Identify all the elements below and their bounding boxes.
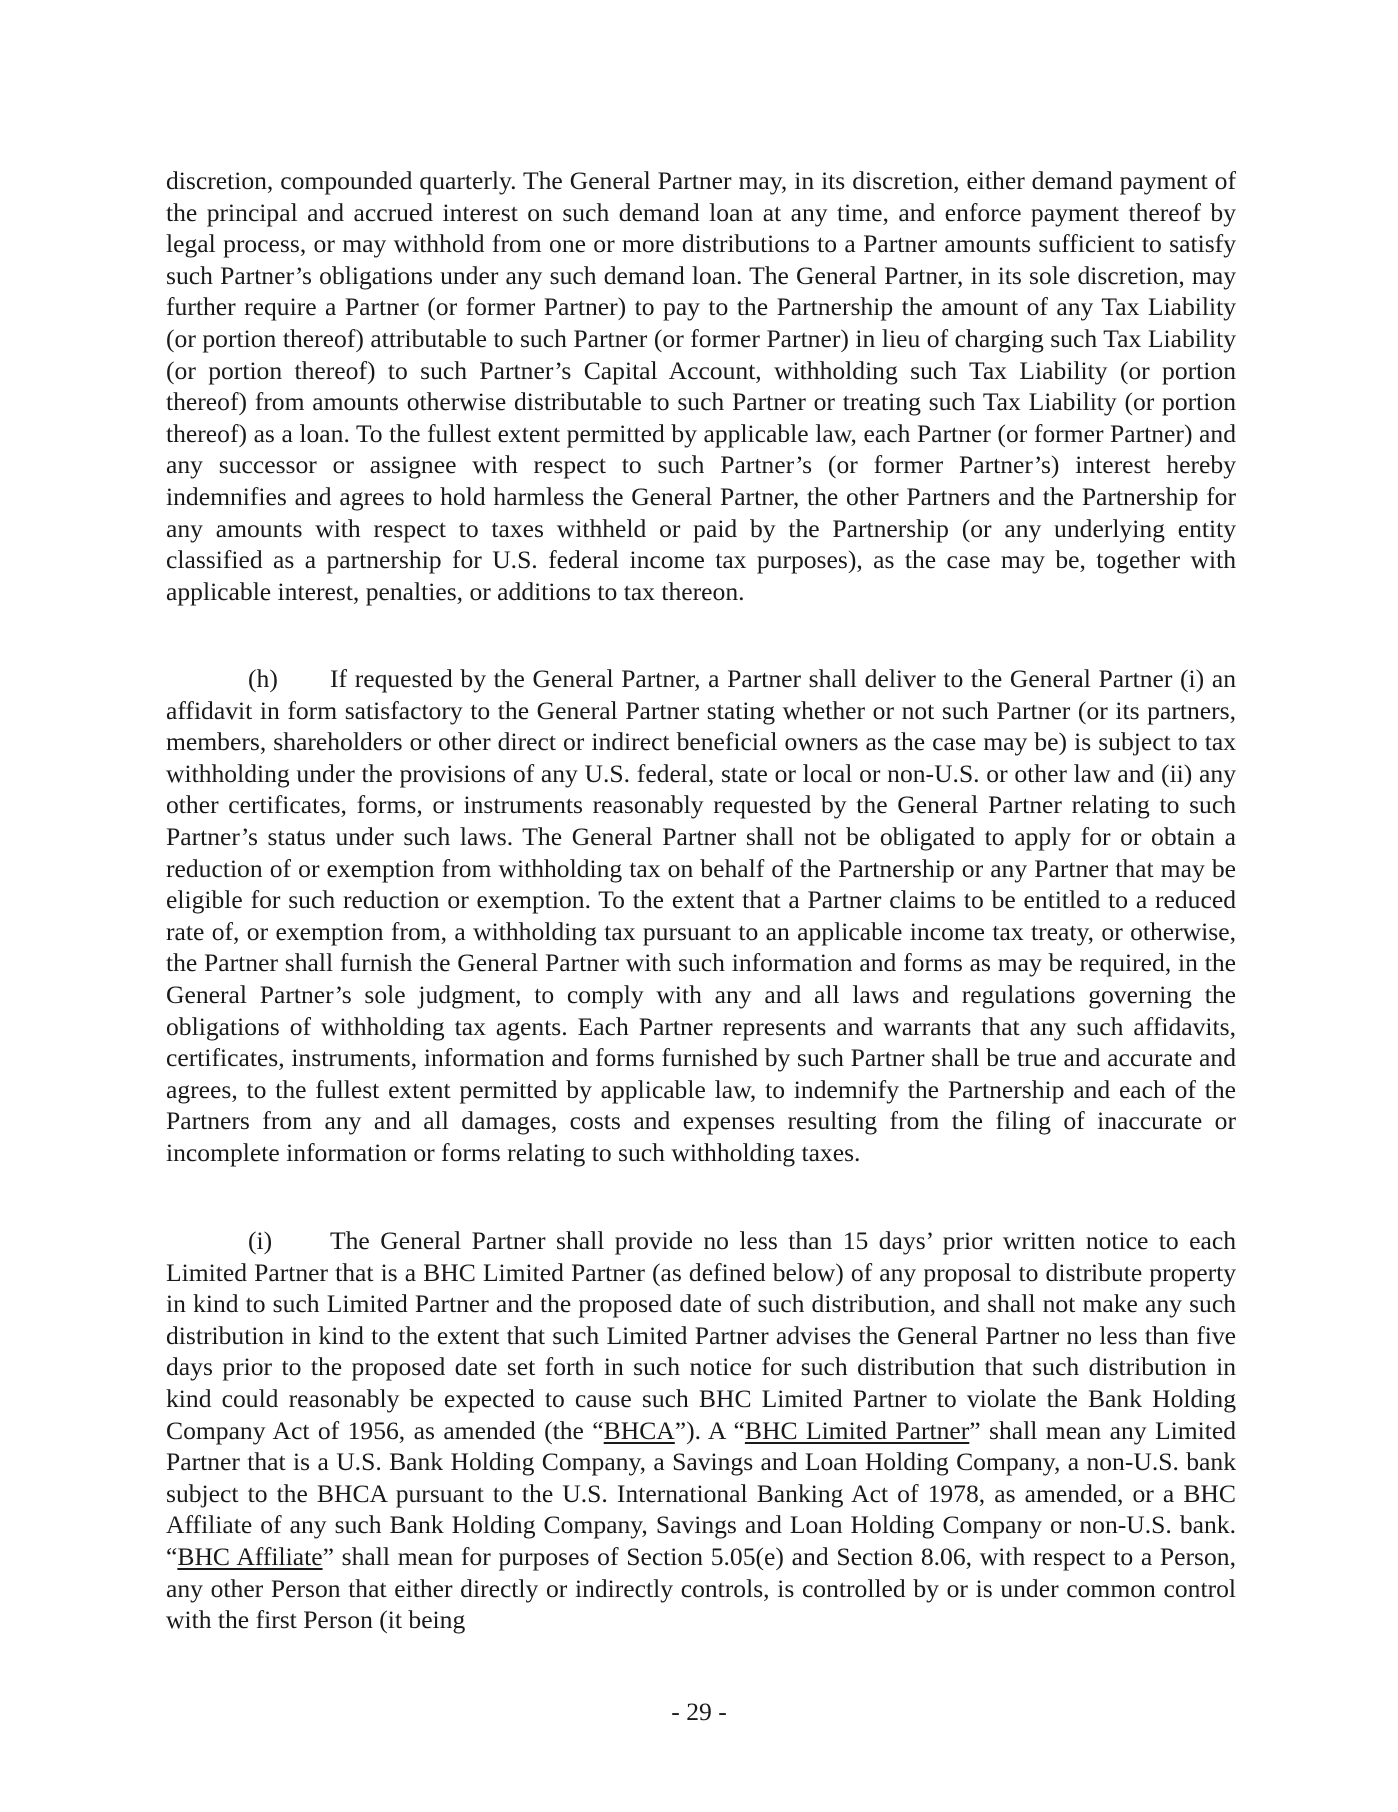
paragraph-continuation — [166, 165, 1236, 607]
defined-term-bhc-limited-partner: BHC Limited Partner — [744, 1415, 970, 1445]
paragraph-i — [166, 1225, 1236, 1636]
paragraph-h-text: If requested by the General Partner, a Partner shall deliver to the General Partner (i) an affidavit in form satisfactory to the General Partner stating whether or not such Partner (or its partners, members, shareholders or other direct or indirect beneficial owners as the case may be) is subject to tax withholding under the provisions of any U.S. federal, state or local or non-U.S. or other law and (ii) any other certificates, forms, or instruments reasonably requested by the General Partner relating to such Partner’s status under such laws. The General Partner shall not be obligated to apply for or obtain a reduction of or exemption from withholding tax on behalf of the Partnership or any Partner that may be eligible for such reduction or exemption. To the extent that a Partner claims to be entitled to a reduced rate of, or exemption from, a withholding tax pursuant to an applicable income tax treaty, or otherwise, the Partner shall furnish the General Partner with such information and forms as may be required, in the General Partner’s sole judgment, to comply with any and all laws and regulations governing the obligations of withholding tax agents. Each Partner represents and warrants that any such affidavits, certificates, instruments, information and forms furnished by such Partner shall be true and accurate and agrees, to the fullest extent permitted by applicable law, to indemnify the Partnership and each of the Partners from any and all damages, costs and expenses resulting from the filing of inaccurate or incomplete information or forms relating to such withholding taxes. — [166, 664, 1236, 1167]
defined-term-bhca: BHCA — [603, 1415, 675, 1445]
paragraph-i-text-1: The General Partner shall provide no less than 15 days’ prior written notice to each Limited Partner that is a BHC Limited Partner (as defined below) of any proposal to distribute property in kind to such Limited Partner and the proposed date of such distribution, and shall not make any such distribution in kind to the extent that such Limited Partner advises the General Partner no less than five days prior to the proposed date set forth in such notice for such distribution that such distribution in kind could reasonably be expected to cause such BHC Limited Partner to violate the Bank Holding Company Act of 1956, as amended (the “ — [166, 1226, 1236, 1445]
paragraph-i-text-2: ”). A “ — [674, 1415, 745, 1445]
paragraph-h-label: (h) — [248, 664, 278, 693]
paragraph-continuation-text: discretion, compounded quarterly. The General Partner may, in its discretion, either demand payment of the principal and accrued interest on such demand loan at any time, and enforce payment thereof by legal process, or may withhold from one or more distributions to a Partner amounts sufficient to satisfy such Partner’s obligations under any such demand loan. The General Partner, in its sole discretion, may further require a Partner (or former Partner) to pay to the Partnership the amount of any Tax Liability (or portion thereof) attributable to such Partner (or former Partner) in lieu of charging such Tax Liability (or portion thereof) to such Partner’s Capital Account, withholding such Tax Liability (or portion thereof) from amounts otherwise distributable to such Partner or treating such Tax Liability (or portion thereof) as a loan. To the fullest extent permitted by applicable law, each Partner (or former Partner) and any successor or assignee with respect to such Partner’s (or former Partner’s) interest hereby indemnifies and agrees to hold harmless the General Partner, the other Partners and the Partnership for any amounts with respect to taxes withheld or paid by the Partnership (or any underlying entity classified as a partnership for U.S. federal income tax purposes), as the case may be, together with applicable interest, penalties, or additions to tax thereon. — [166, 166, 1236, 606]
paragraph-i-text-3: ” shall mean any Limited Partner that is a U.S. Bank Holding Company, a Savings and Loan Holding Company, a non-U.S. bank subject to the BHCA pursuant to the U.S. International Banking Act of 1978, as amended, or a BHC Affiliate of any such Bank Holding Company, Savings and Loan Holding Company or non-U.S. bank. “ — [166, 1415, 1237, 1571]
defined-term-bhc-affiliate: BHC Affiliate — [177, 1541, 323, 1571]
page-number: - 29 - — [671, 1697, 727, 1726]
paragraph-i-label: (i) — [248, 1226, 273, 1255]
paragraph-h — [166, 663, 1236, 1169]
paragraph-i-text-4: ” shall mean for purposes of Section 5.05(e) and Section 8.06, with respect to a Person, any other Person that either directly or indirectly controls, is controlled by or is under common control with the first Person (it being — [166, 1541, 1237, 1635]
